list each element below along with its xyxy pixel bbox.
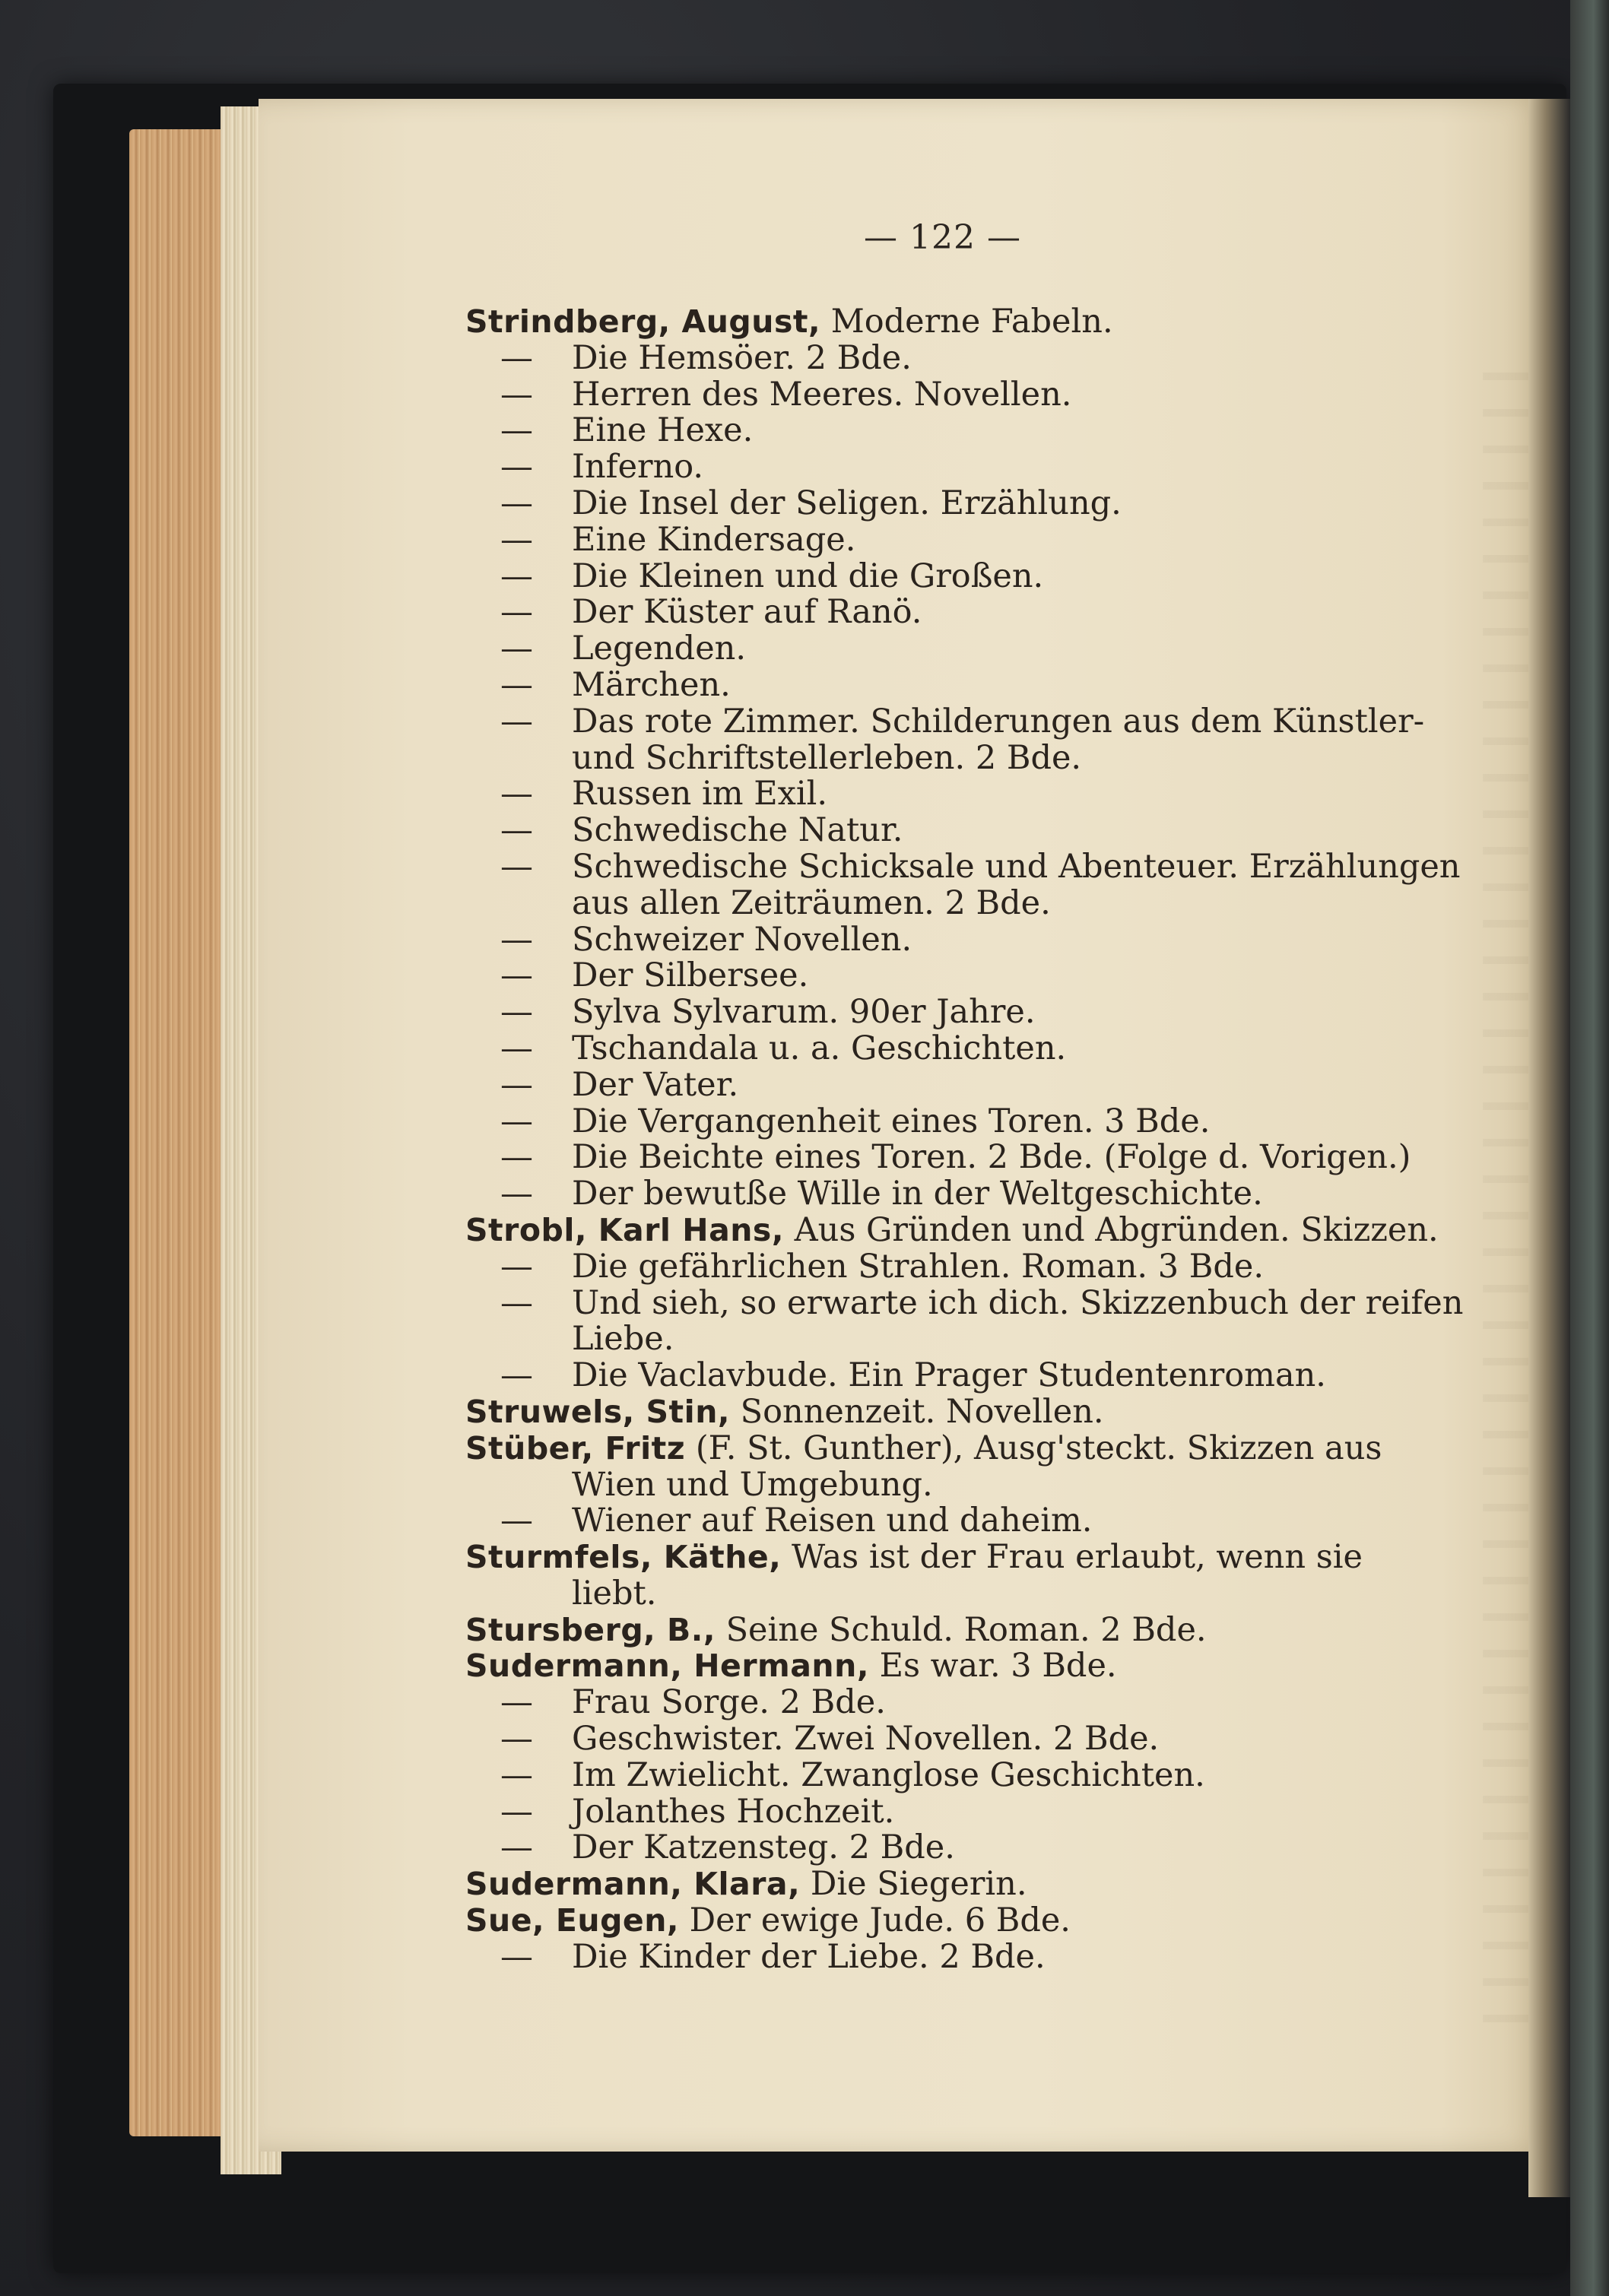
work-title: Märchen.: [572, 665, 731, 704]
work-title: Schweizer Novellen.: [572, 920, 912, 959]
author-entry: [465, 1903, 1477, 1939]
work-title: Die Vergangenheit eines Toren. 3 Bde.: [572, 1102, 1211, 1140]
work-title: Im Zwielicht. Zwanglose Geschichten.: [572, 1755, 1205, 1794]
work-title: Die Beichte eines Toren. 2 Bde. (Folge d. Vorigen.): [572, 1138, 1411, 1177]
work-entry: [465, 486, 1477, 522]
work-title: Die Siegerin.: [810, 1865, 1027, 1904]
author-name: Sudermann, Klara,: [465, 1866, 801, 1903]
page-number: — 122 —: [864, 218, 1021, 257]
continuation-line: [465, 883, 1477, 922]
work-entry: [465, 1283, 1477, 1322]
ditto-dash: —: [500, 375, 533, 414]
work-entry: [465, 813, 1477, 849]
work-entry: [465, 1140, 1477, 1176]
work-title: Eine Hexe.: [572, 411, 754, 450]
work-entry: [465, 1755, 1477, 1794]
work-title: Es war. 3 Bde.: [879, 1647, 1117, 1686]
ditto-dash: —: [500, 1247, 533, 1286]
ditto-dash: —: [500, 1755, 533, 1794]
work-entry: [465, 377, 1477, 414]
work-entry: [465, 776, 1477, 813]
ditto-dash: —: [500, 448, 533, 487]
continuation-line: [465, 1467, 1477, 1504]
work-title: Moderne Fabeln.: [830, 303, 1113, 341]
work-title: Aus Gründen und Abgründen. Skizzen.: [794, 1210, 1439, 1249]
work-entry: [465, 1830, 1477, 1866]
work-title: Die Kinder der Liebe. 2 Bde.: [572, 1937, 1046, 1976]
work-title-continued: Wien und Umgebung.: [572, 1465, 933, 1504]
work-entry: [465, 1104, 1477, 1140]
ditto-dash: —: [500, 411, 533, 450]
author-name: Sudermann, Hermann,: [465, 1647, 869, 1685]
ditto-dash: —: [500, 920, 533, 959]
author-entry: [465, 1610, 1477, 1649]
work-title: Inferno.: [572, 448, 704, 487]
author-entry: [465, 304, 1477, 341]
author-name: Sue, Eugen,: [465, 1902, 679, 1939]
work-title: Seine Schuld. Roman. 2 Bde.: [725, 1610, 1207, 1649]
work-title: Schwedische Natur.: [572, 811, 903, 850]
work-title: Der bewutße Wille in der Weltgeschichte.: [572, 1175, 1263, 1213]
work-entry: [465, 559, 1477, 595]
author-name: Stursberg, B.,: [465, 1611, 716, 1648]
work-entry: [465, 1503, 1477, 1540]
work-title: Eine Kindersage.: [572, 520, 856, 559]
work-title-continued: und Schriftstellerleben. 2 Bde.: [572, 738, 1082, 777]
work-title: (F. St. Gunther), Ausg'steckt. Skizzen aus: [695, 1429, 1382, 1467]
work-title-continued: Liebe.: [572, 1320, 674, 1359]
author-name: Strindberg, August,: [465, 303, 821, 340]
work-title: Legenden.: [572, 629, 747, 668]
ditto-dash: —: [500, 1102, 533, 1140]
work-title: Der Küster auf Ranö.: [572, 593, 922, 632]
work-title-continued: liebt.: [572, 1574, 657, 1613]
ditto-dash: —: [500, 956, 533, 995]
continuation-line: [465, 740, 1477, 777]
ditto-dash: —: [500, 1683, 533, 1722]
work-title: Wiener auf Reisen und daheim.: [572, 1502, 1093, 1540]
work-entry: [465, 1067, 1477, 1104]
ditto-dash: —: [500, 847, 533, 886]
ditto-dash: —: [500, 1138, 533, 1177]
ditto-dash: —: [500, 484, 533, 522]
ditto-dash: —: [500, 1065, 533, 1104]
ditto-dash: —: [500, 1792, 533, 1831]
work-entry: [465, 1939, 1477, 1976]
ditto-dash: —: [500, 593, 533, 632]
ditto-dash: —: [500, 1720, 533, 1758]
work-title: Tschandala u. a. Geschichten.: [572, 1029, 1067, 1067]
work-title: Russen im Exil.: [572, 775, 828, 813]
ditto-dash: —: [500, 520, 533, 559]
work-title: Sonnenzeit. Novellen.: [740, 1392, 1104, 1431]
ditto-dash: —: [500, 557, 533, 595]
work-title: Herren des Meeres. Novellen.: [572, 375, 1072, 414]
work-title: Der ewige Jude. 6 Bde.: [689, 1901, 1071, 1940]
author-name: Strobl, Karl Hans,: [465, 1211, 784, 1248]
author-entry: [465, 1210, 1477, 1249]
ditto-dash: —: [500, 665, 533, 704]
work-entry: [465, 1794, 1477, 1831]
work-title: Der Vater.: [572, 1065, 739, 1104]
ditto-dash: —: [500, 993, 533, 1032]
gutter-shadow: [1528, 99, 1570, 2197]
work-title: Sylva Sylvarum. 90er Jahre.: [572, 993, 1036, 1032]
work-title: Geschwister. Zwei Novellen. 2 Bde.: [572, 1720, 1160, 1758]
ditto-dash: —: [500, 629, 533, 668]
work-title: Der Silbersee.: [572, 956, 809, 995]
work-title: Jolanthes Hochzeit.: [572, 1792, 895, 1831]
author-entry: [465, 1866, 1477, 1903]
ditto-dash: —: [500, 811, 533, 850]
author-entry: [465, 1394, 1477, 1431]
work-title: Die gefährlichen Strahlen. Roman. 3 Bde.: [572, 1247, 1265, 1286]
work-entry: [465, 338, 1477, 377]
work-entry: [465, 413, 1477, 449]
work-entry: [465, 1721, 1477, 1758]
work-title: Schwedische Schicksale und Abenteuer. Erzählungen: [572, 847, 1461, 886]
work-entry: [465, 1685, 1477, 1721]
work-entry: [465, 1249, 1477, 1286]
ditto-dash: —: [500, 702, 533, 740]
author-name: Struwels, Stin,: [465, 1393, 730, 1430]
work-entry: [465, 849, 1477, 886]
work-entry: [465, 595, 1477, 631]
work-title: Was ist der Frau erlaubt, wenn sie: [792, 1538, 1363, 1577]
ditto-dash: —: [500, 1175, 533, 1213]
author-entry: [465, 1431, 1477, 1467]
ditto-dash: —: [500, 1283, 533, 1322]
work-title: Die Vaclavbude. Ein Prager Studentenroman.: [572, 1356, 1326, 1395]
work-title: Das rote Zimmer. Schilderungen aus dem Künstler-: [572, 702, 1425, 740]
facing-page-edge: [1570, 0, 1609, 2296]
continuation-line: [465, 1321, 1477, 1358]
work-entry: [465, 922, 1477, 959]
work-title: Die Hemsöer. 2 Bde.: [572, 338, 912, 377]
ditto-dash: —: [500, 1029, 533, 1067]
work-entry: [465, 1031, 1477, 1067]
ditto-dash: —: [500, 1828, 533, 1867]
work-entry: [465, 522, 1477, 559]
work-entry: [465, 631, 1477, 668]
work-entry: [465, 665, 1477, 704]
work-title-continued: aus allen Zeiträumen. 2 Bde.: [572, 883, 1051, 922]
continuation-line: [465, 1576, 1477, 1613]
work-entry: [465, 994, 1477, 1031]
author-entry: [465, 1648, 1477, 1685]
work-entry: [465, 449, 1477, 486]
work-entry: [465, 958, 1477, 994]
work-title: Die Insel der Seligen. Erzählung.: [572, 484, 1122, 522]
ditto-dash: —: [500, 775, 533, 813]
work-entry: [465, 704, 1477, 740]
catalog-entries: [465, 304, 1477, 1976]
author-entry: [465, 1540, 1477, 1576]
work-title: Der Katzensteg. 2 Bde.: [572, 1828, 955, 1867]
work-entry: [465, 1176, 1477, 1213]
work-title: Frau Sorge. 2 Bde.: [572, 1683, 886, 1722]
ditto-dash: —: [500, 1356, 533, 1395]
ditto-dash: —: [500, 1937, 533, 1976]
work-entry: [465, 1358, 1477, 1394]
work-title: Die Kleinen und die Großen.: [572, 557, 1044, 595]
ditto-dash: —: [500, 338, 533, 377]
ditto-dash: —: [500, 1502, 533, 1540]
author-name: Sturmfels, Käthe,: [465, 1539, 782, 1576]
author-name: Stüber, Fritz: [465, 1429, 686, 1467]
work-title: Und sieh, so erwarte ich dich. Skizzenbuch der reifen: [572, 1283, 1464, 1322]
